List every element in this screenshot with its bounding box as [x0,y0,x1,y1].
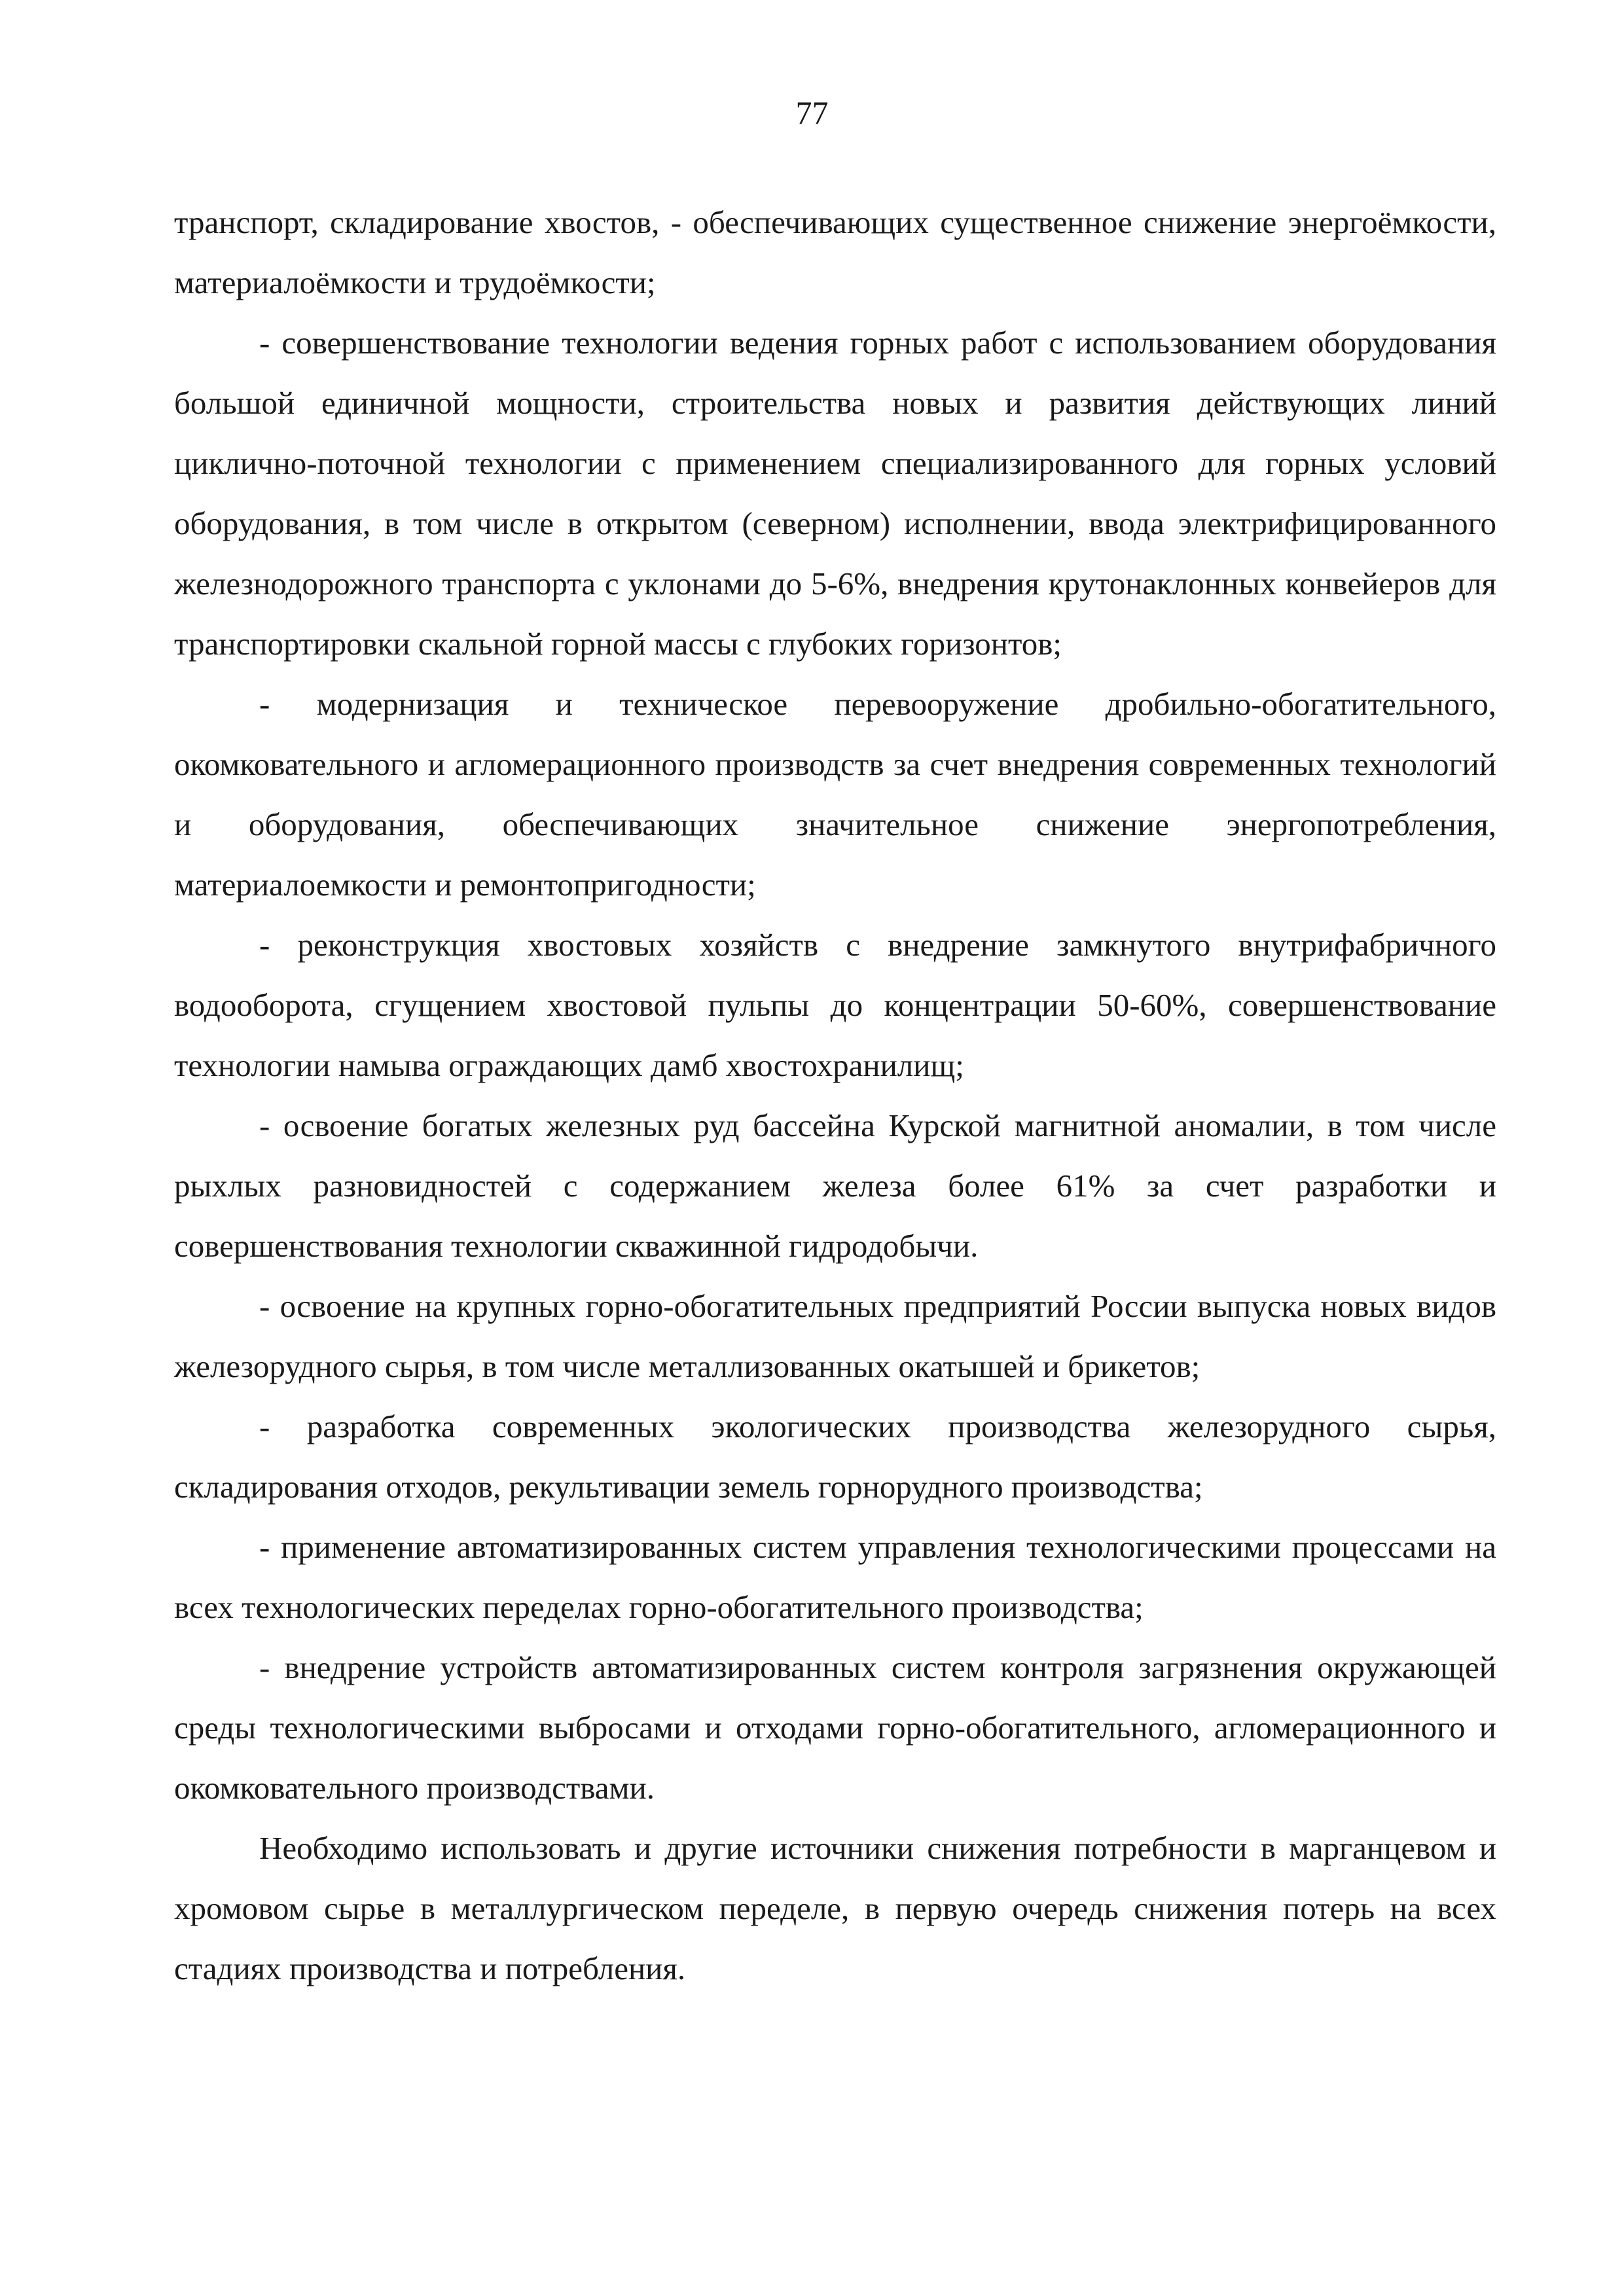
paragraph-ecological-development: - разработка современных экологических производства железорудного сырья, складирования отходов, рекультивации земель горнорудного производства; [174,1408,1496,1505]
paragraph-mining-technology: - совершенствование технологии ведения горных работ с использованием оборудования большой единичной мощности, строительства новых и развития действующих линий циклично-поточной технологии с применением специализированного для горных условий оборудования, в том числе в открытом (северном) исполнении, ввода электрифицированного железнодорожного транспорта с уклонами до 5-6%, внедрения крутонаклонных конвейеров для транспортировки скальной горной массы с глубоких горизонтов; [174,325,1496,662]
paragraph-kma-ores: - освоение богатых железных руд бассейна Курской магнитной аномалии, в том числе рыхлых разновидностей с содержанием железа более 61% за счет разработки и совершенствования технологии скважинной гидродобычи. [174,1107,1496,1264]
paragraph-modernization: - модернизация и техническое перевооружение дробильно-обогатительного, окомковательного и агломерационного производств за счет внедрения современных технологий и оборудования, обеспечивающих значительное снижение энергопотребления, материалоемкости и ремонтопригодности; [174,686,1496,903]
paragraph-tailings-reconstruction: - реконструкция хвостовых хозяйств с внедрение замкнутого внутрифабричного водооборота, сгущением хвостовой пульпы до концентрации 50-60%, совершенствование технологии намыва ограждающих дамб хвостохранилищ; [174,927,1496,1083]
paragraph-pollution-control: - внедрение устройств автоматизированных систем контроля загрязнения окружающей среды технологическими выбросами и отходами горно-обогатительного, агломерационного и окомковательного производствами. [174,1649,1496,1806]
paragraph-new-raw-materials: - освоение на крупных горно-обогатительных предприятий России выпуска новых видов железорудного сырья, в том числе металлизованных окатышей и брикетов; [174,1288,1496,1384]
paragraph-automation-systems: - применение автоматизированных систем управления технологическими процессами на всех технологических переделах горно-обогатительного производства; [174,1529,1496,1625]
body-text [174,192,1496,1999]
paragraph-continuation: транспорт, складирование хвостов, - обеспечивающих существенное снижение энергоёмкости, материалоёмкости и трудоёмкости; [174,204,1496,300]
paragraph-conclusion: Необходимо использовать и другие источники снижения потребности в марганцевом и хромовом сырье в металлургическом переделе, в первую очередь снижения потерь на всех стадиях производства и потребления. [174,1830,1496,1986]
page-number: 77 [795,94,829,131]
